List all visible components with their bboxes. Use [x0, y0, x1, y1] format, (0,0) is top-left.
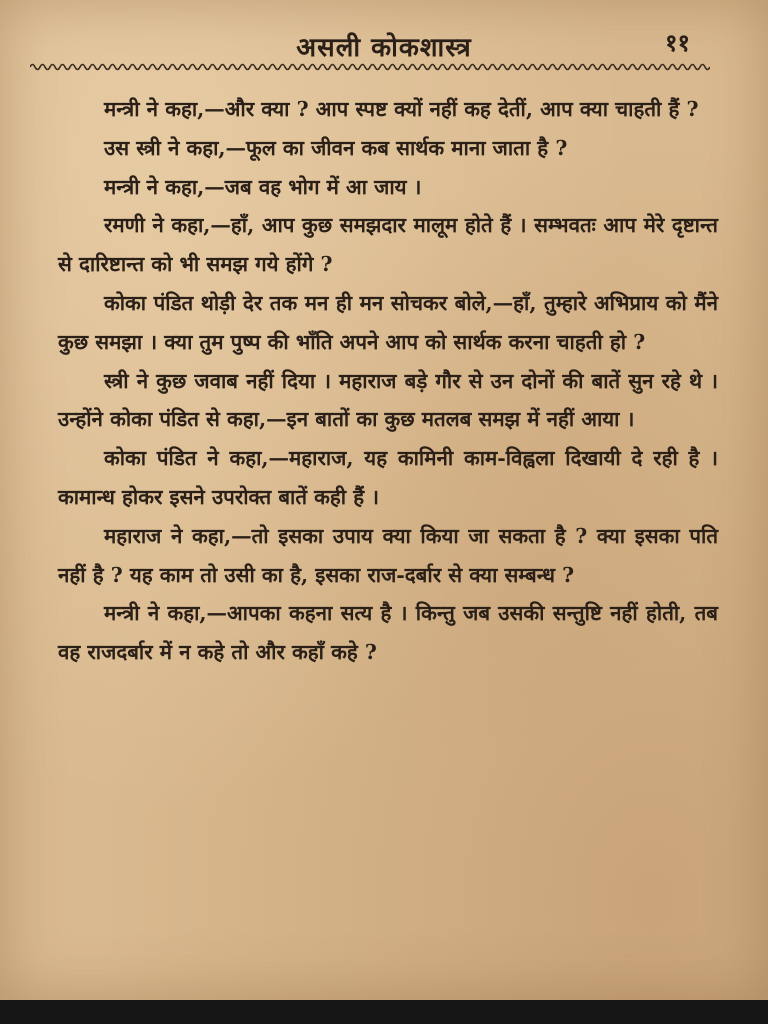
paragraph: उस स्त्री ने कहा,—फूल का जीवन कब सार्थक माना जाता है ?	[104, 135, 568, 160]
wavy-divider	[30, 60, 710, 74]
paragraph: मन्त्री ने कहा,—और क्या ? आप स्पष्ट क्यों नहीं कह देतीं, आप क्या चाहती हैं ?	[104, 97, 699, 121]
paragraph: रमणी ने कहा,—हाँ, आप कुछ समझदार मालूम होते हैं । सम्भवतः आप मेरे दृष्टान्त से दारिष्टान्त को भी समझ गये होंगे ?	[58, 213, 718, 277]
paragraph: महाराज ने कहा,—तो इसका उपाय क्या किया जा सकता है ? क्या इसका पति नहीं है ? यह काम तो उसी का है, इसका राज-दर्बार से क्या सम्बन्ध ?	[58, 523, 718, 587]
paragraph: मन्त्री ने कहा,—आपका कहना सत्य है । किन्तु जब उसकी सन्तुष्टि नहीं होती, तब वह राजदर्बार में न कहे तो और कहाँ कहे ?	[58, 601, 718, 665]
body-text	[58, 90, 718, 672]
paragraph: कोका पंडित ने कहा,—महाराज, यह कामिनी काम-विह्वला दिखायी दे रही है । कामान्ध होकर इसने उपरोक्त बातें कही हैं ।	[58, 446, 718, 509]
paragraph: कोका पंडित थोड़ी देर तक मन ही मन सोचकर बोले,—हाँ, तुम्हारे अभिप्राय को मैंने कुछ समझा । क्या तुम पुष्प की भाँति अपने आप को सार्थक करना चाहती हो ?	[58, 290, 718, 354]
page-number: ११	[665, 28, 690, 57]
paragraph: मन्त्री ने कहा,—जब वह भोग में आ जाय ।	[104, 174, 422, 199]
paragraph: स्त्री ने कुछ जवाब नहीं दिया । महाराज बड़े गौर से उन दोनों की बातें सुन रहे थे । उन्होंने कोका पंडित से कहा,—इन बातों का कुछ मतलब समझ में नहीं आया ।	[58, 368, 718, 432]
scan-border	[0, 1000, 768, 1024]
running-title: असली कोकशास्त्र	[296, 33, 472, 63]
